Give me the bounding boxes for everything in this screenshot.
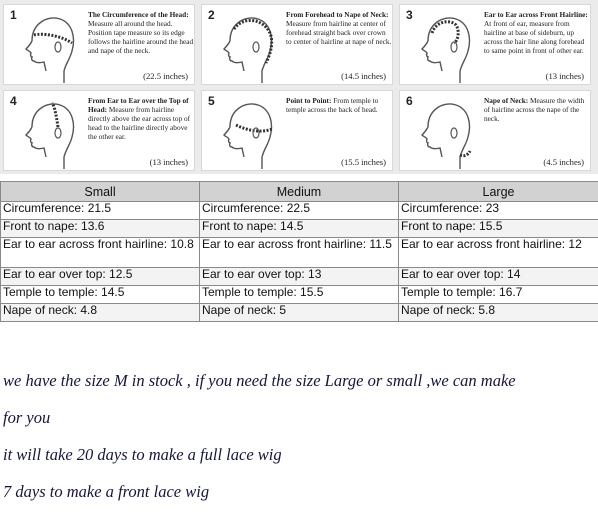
table-cell: Nape of neck: 4.8 — [1, 304, 200, 322]
table-cell: Temple to temple: 14.5 — [1, 286, 200, 304]
table-row — [1, 238, 598, 268]
table-cell: Ear to ear across front hairline: 12 — [399, 238, 598, 268]
step-description: At front of ear, measure from hairline at base of sideburn, up across the hair line along forehead to same point in front of other ear. — [484, 18, 585, 55]
step-card-4 — [3, 90, 195, 171]
table-cell: Temple to temple: 16.7 — [399, 286, 598, 304]
table-cell: Front to nape: 14.5 — [200, 220, 399, 238]
table-cell: Ear to ear across front hairline: 11.5 — [200, 238, 399, 268]
step-text — [286, 11, 392, 47]
step-description: Measure from hairline directly above the ear across top of head to the hairline directly above the other ear. — [88, 104, 191, 141]
step-title: From Ear to Ear over the Top of Head: — [88, 96, 189, 114]
step-text — [88, 97, 194, 141]
step-measurement: (13 inches) — [545, 71, 584, 81]
stock-note-line-1: we have the size M in stock , if you need the size Large or small ,we can make — [3, 371, 516, 390]
step-measurement: (14.5 inches) — [341, 71, 386, 81]
table-cell: Circumference: 23 — [399, 202, 598, 220]
table-cell: Front to nape: 15.5 — [399, 220, 598, 238]
step-measurement: (4.5 inches) — [543, 157, 584, 167]
step-text — [88, 11, 194, 55]
step-card-2 — [201, 4, 393, 85]
step-title: Point to Point: — [286, 96, 332, 105]
head-profile-icon — [14, 97, 86, 169]
full-lace-lead-time-note: it will take 20 days to make a full lace wig — [3, 445, 282, 464]
table-cell: Circumference: 22.5 — [200, 202, 399, 220]
step-description: Measure from hairline at center of forehead straight back over crown to center of hairline at nape of neck. — [286, 18, 392, 46]
table-row — [1, 286, 598, 304]
step-title: Nape of Neck: — [484, 96, 529, 105]
table-header-row — [1, 182, 598, 202]
head-profile-icon — [212, 97, 284, 169]
size-chart-table — [0, 181, 598, 322]
head-profile-icon — [212, 11, 284, 83]
head-profile-icon — [410, 11, 482, 83]
step-text — [484, 97, 590, 124]
head-profile-icon — [14, 11, 86, 83]
step-card-3 — [399, 4, 591, 85]
step-number: 2 — [208, 8, 215, 22]
step-number: 4 — [10, 94, 17, 108]
stock-note-line-2: for you — [3, 408, 51, 427]
table-row — [1, 268, 598, 286]
step-description: Measure all around the head. Position tape measure so its edge follows the hairline around the head and nape of the neck. — [88, 18, 194, 55]
table-cell: Circumference: 21.5 — [1, 202, 200, 220]
step-card-5 — [201, 90, 393, 171]
step-title: The Circumference of the Head: — [88, 10, 189, 19]
measurement-steps-panel — [0, 0, 598, 174]
step-description: Measure the width of hairline across the nape of the neck. — [484, 96, 585, 123]
step-number: 6 — [406, 94, 413, 108]
step-number: 3 — [406, 8, 413, 22]
table-cell: Front to nape: 13.6 — [1, 220, 200, 238]
step-measurement: (15.5 inches) — [341, 157, 386, 167]
table-cell: Temple to temple: 15.5 — [200, 286, 399, 304]
step-card-6 — [399, 90, 591, 171]
step-number: 1 — [10, 8, 17, 22]
step-text — [484, 11, 590, 55]
front-lace-lead-time-note: 7 days to make a front lace wig — [3, 482, 210, 501]
step-description: From temple to temple across the back of head. — [286, 96, 379, 114]
table-cell: Ear to ear over top: 13 — [200, 268, 399, 286]
table-row — [1, 202, 598, 220]
table-cell: Ear to ear across front hairline: 10.8 — [1, 238, 200, 268]
head-profile-icon — [410, 97, 482, 169]
table-row — [1, 220, 598, 238]
table-cell: Ear to ear over top: 14 — [399, 268, 598, 286]
step-measurement: (22.5 inches) — [143, 71, 188, 81]
column-header-medium: Medium — [200, 182, 399, 202]
step-text — [286, 97, 392, 115]
step-measurement: (13 inches) — [149, 157, 188, 167]
step-title: Ear to Ear across Front Hairline: — [484, 10, 588, 19]
table-row — [1, 304, 598, 322]
step-title: From Forehead to Nape of Neck: — [286, 10, 389, 19]
column-header-small: Small — [1, 182, 200, 202]
table-cell: Nape of neck: 5.8 — [399, 304, 598, 322]
table-cell: Ear to ear over top: 12.5 — [1, 268, 200, 286]
column-header-large: Large — [399, 182, 598, 202]
step-card-1 — [3, 4, 195, 85]
step-number: 5 — [208, 94, 215, 108]
table-cell: Nape of neck: 5 — [200, 304, 399, 322]
